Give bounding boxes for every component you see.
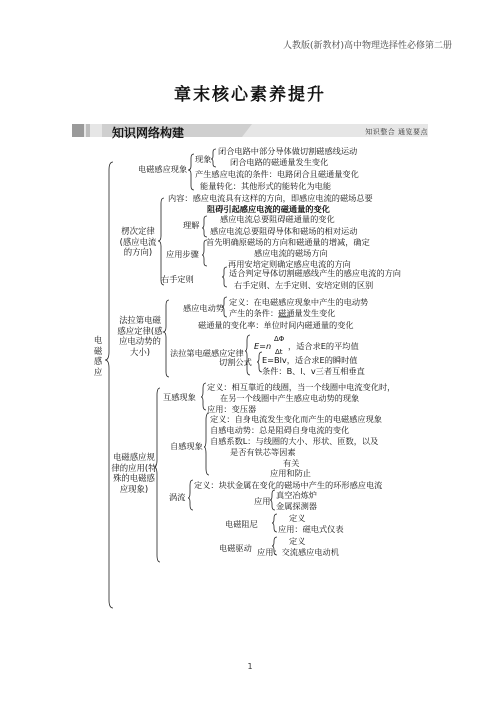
running-header: 人教版(新教材)高中物理选择性必修第二册 — [282, 41, 452, 51]
branch-lenz-law: 楞次定律(感应电流的方向) — [119, 226, 157, 257]
section-tags: 知识整合 通览要点 — [365, 128, 428, 136]
b1-phenomenon-2: 闭合电路的磁通量发生变化 — [230, 157, 329, 167]
b4-mutual-3: 应用：变压器 — [207, 404, 257, 414]
b3-formula-1-desc: ，适合求E的平均值 — [288, 341, 359, 351]
b4-drive-application: 应用：交流感应电动机 — [257, 547, 339, 557]
b3-formula-1-numerator: ΔΦ — [274, 335, 285, 343]
b2-step-3: 再用安培定则确定感应电流的方向 — [228, 259, 351, 269]
branch-faraday-law: 法拉第电磁感应定律(感应电动势的大小) — [117, 315, 163, 357]
b4-self-label: 自感现象 — [170, 441, 203, 451]
b2-understand-label: 理解 — [183, 220, 200, 230]
page-number: 1 — [247, 662, 253, 671]
b4-eddy-label: 涡流 — [169, 492, 186, 502]
b2-rhr-2: 右手定则、左手定则、安培定则的区别 — [234, 280, 374, 290]
b4-self-5: 有关 — [283, 458, 300, 468]
b4-drive-label: 电磁驱动 — [219, 543, 252, 553]
b3-emf-definition: 定义：在电磁感应现象中产生的电动势 — [229, 297, 369, 307]
root-topic: 电磁感应 — [93, 335, 103, 377]
b4-damping-label: 电磁阻尼 — [225, 519, 258, 529]
b4-mutual-1: 定义：相互靠近的线圈，当一个线圈中电流变化时， — [207, 382, 396, 392]
b3-cutting-formula-label: 切割公式 — [219, 357, 252, 367]
b4-damping-definition: 定义 — [289, 513, 306, 523]
b4-drive-definition: 定义 — [289, 536, 306, 546]
b2-steps-label: 应用步骤 — [166, 249, 199, 259]
b4-damping-application: 应用：磁电式仪表 — [278, 524, 344, 534]
b4-self-1: 定义：自身电流发生变化而产生的电磁感应现象 — [210, 414, 382, 424]
b1-energy: 能量转化：其他形式的能转化为电能 — [200, 181, 332, 191]
b4-mutual-label: 互感现象 — [163, 392, 196, 402]
b3-formula-2: E=Blv，适合求E的瞬时值 — [262, 355, 358, 365]
b3-faraday-law-label: 法拉第电磁感应定律 — [170, 348, 244, 358]
b1-phenomenon-1: 闭合电路中部分导体做切割磁感线运动 — [218, 146, 358, 156]
b4-self-3: 自感系数L：与线圈的大小、形状、匝数，以及 — [210, 436, 379, 446]
b4-eddy-definition: 定义：块状金属在变化的磁场中产生的环形感应电流 — [194, 480, 383, 490]
b2-understand-1: 感应电流总要阻碍磁通量的变化 — [220, 214, 335, 224]
b4-self-2: 自感电动势：总是阻碍自身电流的变化 — [210, 425, 350, 435]
b3-formula-1-lhs: E=n — [254, 341, 272, 351]
b3-formula-1-denominator: Δt — [275, 348, 283, 356]
b2-rhr-1: 适合判定导体切割磁感线产生的感应电流的方向 — [229, 268, 401, 278]
b4-mutual-2: 在另一个线圈中产生感应电动势的现象 — [220, 393, 360, 403]
b4-eddy-app-1: 真空冶炼炉 — [276, 490, 317, 500]
b3-emf-condition: 产生的条件：磁通量发生变化 — [229, 308, 336, 318]
b2-step-2: 感应电流的磁场方向 — [254, 248, 328, 258]
b4-eddy-app-label: 应用 — [254, 496, 271, 506]
b1-phenomenon-label: 现象 — [195, 154, 212, 164]
b3-emf-label: 感应电动势 — [183, 303, 224, 313]
b2-content-2: 阻碍引起感应电流的磁通量的变化 — [207, 204, 330, 214]
chapter-title: 章末核心素养提升 — [174, 85, 326, 105]
b4-self-4: 是否有铁芯等因素 — [230, 447, 296, 457]
section-title: 知识网络构建 — [112, 126, 185, 140]
b1-condition: 产生感应电流的条件：电路闭合且磁通量变化 — [195, 169, 359, 179]
b4-self-6: 应用和防止 — [270, 468, 311, 478]
b3-formula-2-condition: 条件：B、l、v三者互相垂直 — [262, 366, 365, 376]
b2-right-hand-rule-label: 右手定则 — [161, 274, 194, 284]
b3-flux-rate: 磁通量的变化率：单位时间内磁通量的变化 — [198, 320, 354, 330]
b2-content: 内容：感应电流具有这样的方向，即感应电流的磁场总要 — [168, 193, 373, 203]
branch-electromagnetic-induction: 电磁感应现象 — [138, 164, 188, 174]
b4-eddy-app-2: 金属探测器 — [276, 501, 317, 511]
b2-understand-2: 感应电流总要阻碍导体和磁场的相对运动 — [210, 226, 358, 236]
branch-applications: 电磁感应规律的应用(特殊的电磁感应现象) — [111, 452, 157, 494]
b2-step-1: 首先明确原磁场的方向和磁通量的增减，确定 — [206, 237, 370, 247]
